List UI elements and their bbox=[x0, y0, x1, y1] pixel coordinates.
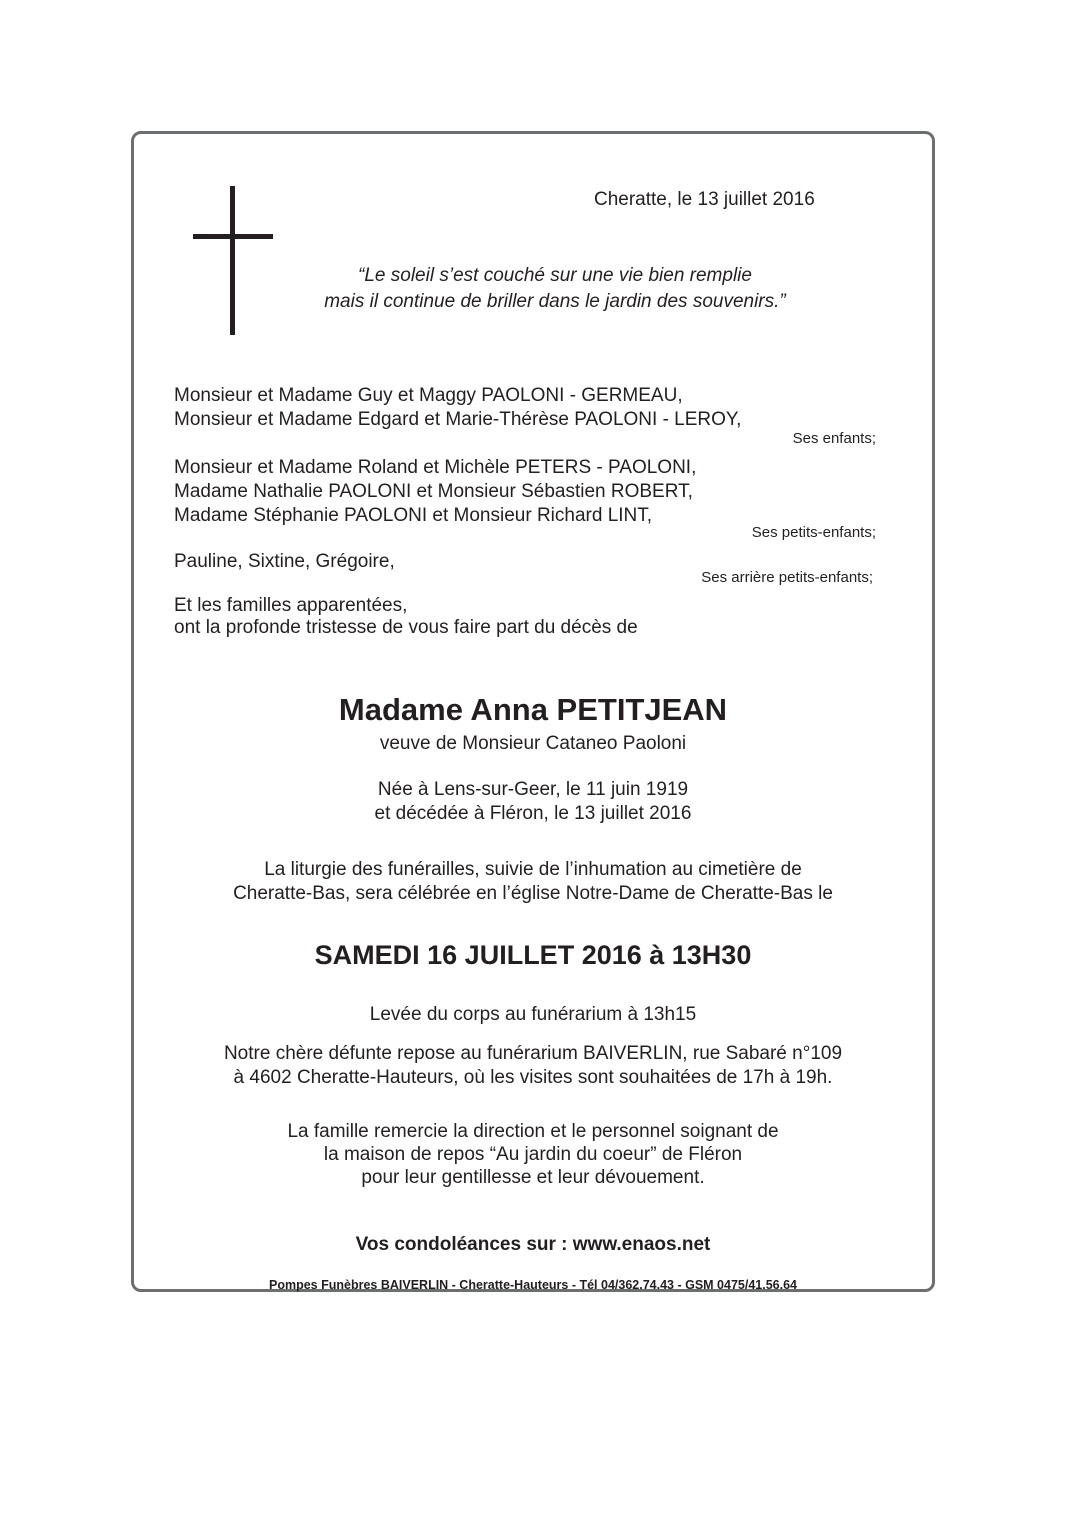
family-relatives: Et les familles apparentées, bbox=[174, 595, 408, 616]
repose-line-1: Notre chère défunte repose au funérarium BAIVERLIN, rue Sabaré n°109 bbox=[223, 1043, 843, 1064]
levee-du-corps: Levée du corps au funérarium à 13h15 bbox=[369, 1004, 697, 1025]
thanks-line-2: la maison de repos “Au jardin du coeur” de Fléron bbox=[323, 1144, 743, 1165]
place-date: Cheratte, le 13 juillet 2016 bbox=[594, 189, 815, 210]
ceremony-date: SAMEDI 16 JUILLET 2016 à 13H30 bbox=[314, 940, 752, 970]
family-grandchildren-line-2: Madame Nathalie PAOLONI et Monsieur Sébastien ROBERT, bbox=[174, 481, 693, 502]
ceremony-line-2: Cheratte-Bas, sera célébrée en l’église Notre-Dame de Cheratte-Bas le bbox=[233, 883, 833, 904]
ceremony-line-1: La liturgie des funérailles, suivie de l’inhumation au cimetière de bbox=[264, 859, 802, 880]
footer-funeral-home: Pompes Funèbres BAIVERLIN - Cheratte-Hauteurs - Tél 04/362.74.43 - GSM 0475/41.56.64 bbox=[269, 1278, 797, 1292]
family-great-grandchildren: Pauline, Sixtine, Grégoire, bbox=[174, 551, 395, 572]
quote-line-2: mais il continue de briller dans le jardin des souvenirs.” bbox=[324, 291, 786, 312]
quote-line-1: “Le soleil s’est couché sur une vie bien remplie bbox=[358, 265, 752, 286]
family-children-line-1: Monsieur et Madame Guy et Maggy PAOLONI - GERMEAU, bbox=[174, 385, 683, 406]
deceased-death: et décédée à Fléron, le 13 juillet 2016 bbox=[374, 803, 692, 824]
family-children-line-2: Monsieur et Madame Edgard et Marie-Thérèse PAOLONI - LEROY, bbox=[174, 409, 742, 430]
repose-line-2: à 4602 Cheratte-Hauteurs, où les visites sont souhaitées de 17h à 19h. bbox=[233, 1067, 833, 1088]
thanks-line-3: pour leur gentillesse et leur dévouement. bbox=[361, 1167, 705, 1188]
great-grandchildren-label: Ses arrière petits-enfants; bbox=[701, 569, 873, 586]
condolences-link[interactable]: Vos condoléances sur : www.enaos.net bbox=[355, 1234, 711, 1255]
thanks-line-1: La famille remercie la direction et le personnel soignant de bbox=[287, 1121, 779, 1142]
family-grandchildren-line-3: Madame Stéphanie PAOLONI et Monsieur Richard LINT, bbox=[174, 505, 653, 526]
children-label: Ses enfants; bbox=[792, 430, 876, 447]
announcement-text: ont la profonde tristesse de vous faire part du décès de bbox=[174, 617, 638, 638]
deceased-birth: Née à Lens-sur-Geer, le 11 juin 1919 bbox=[377, 779, 689, 800]
deceased-widow-of: veuve de Monsieur Cataneo Paoloni bbox=[379, 733, 687, 754]
family-grandchildren-line-1: Monsieur et Madame Roland et Michèle PETERS - PAOLONI, bbox=[174, 457, 697, 478]
deceased-name: Madame Anna PETITJEAN bbox=[338, 692, 728, 727]
grandchildren-label: Ses petits-enfants; bbox=[751, 524, 876, 541]
